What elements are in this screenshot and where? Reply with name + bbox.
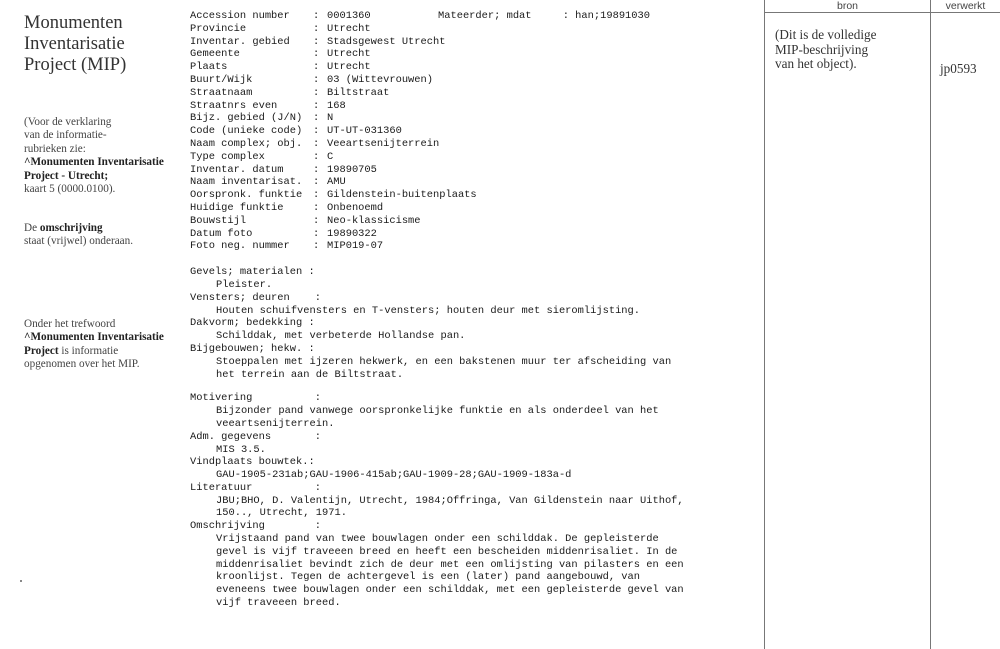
field-value: MIP019-07 [327, 240, 384, 253]
column-header-verwerkt: verwerkt [945, 0, 986, 12]
note-text: is informatie [58, 344, 119, 357]
section-heading: Dakvorm; bedekking : [190, 317, 315, 330]
field-value: Utrecht [327, 48, 371, 61]
field-label: Straatnrs even [190, 99, 278, 112]
section-text: vijf traveeen breed. [216, 597, 341, 610]
field-label: Inventar. gebied [190, 35, 290, 48]
field-separator: : [313, 125, 320, 138]
note-line: van de informatie- [24, 129, 107, 142]
verwerkt-code: jp0593 [940, 61, 977, 76]
field-label: Bouwstijl [190, 214, 247, 227]
field-label: Huidige funktie [190, 201, 284, 214]
field-separator: : [313, 150, 320, 163]
field-label: Gemeente [190, 48, 240, 61]
note-line [24, 331, 182, 344]
field-value: AMU [327, 176, 346, 189]
section-text: kroonlijst. Tegen de achtergevel is een (later) pand aangebouwd, van [216, 571, 641, 584]
note-line [24, 345, 182, 358]
field-row [190, 215, 760, 228]
bron-note [775, 28, 925, 72]
column-divider [930, 0, 931, 649]
field-value: N [327, 112, 334, 125]
field-label: Foto neg. nummer [190, 240, 290, 253]
section-heading: Vensters; deuren : [190, 291, 321, 304]
field-row [190, 164, 760, 177]
source-panel [764, 0, 1000, 649]
field-row [190, 125, 760, 138]
field-value: Gildenstein-buitenplaats [327, 189, 477, 202]
field-separator: : [313, 61, 320, 74]
field-separator: : [313, 163, 320, 176]
note-line [24, 156, 182, 169]
section-text: Schilddak, met verbeterde Hollandse pan. [216, 330, 466, 343]
field-row [190, 176, 760, 189]
field-value: 19890322 [327, 227, 377, 240]
field-label: Oorspronk. funktie [190, 189, 303, 202]
field-separator: : [313, 227, 320, 240]
section-text: het terrein aan de Biltstraat. [216, 368, 404, 381]
field-value: Utrecht [327, 61, 371, 74]
field-row [190, 112, 760, 125]
field-label: Inventar. datum [190, 163, 284, 176]
field-value: Biltstraat [327, 86, 390, 99]
field-separator: : [313, 176, 320, 189]
note-line: opgenomen over het MIP. [24, 358, 140, 371]
note-line: rubrieken zie: [24, 142, 86, 155]
field-label: Straatnaam [190, 86, 253, 99]
note-bold-text: omschrijving [39, 222, 103, 234]
section-text: Houten schuifvensters en T-vensters; houten deur met sieromlijsting. [216, 304, 641, 317]
field-separator: : [313, 99, 320, 112]
section-heading: Gevels; materialen : [190, 266, 315, 279]
explanation-note [24, 116, 182, 196]
section-heading: Adm. gegevens : [190, 430, 321, 443]
header-divider [764, 12, 1000, 13]
field-value: 03 (Wittevrouwen) [327, 73, 434, 86]
sidebar-title-line: Inventarisatie [24, 34, 125, 54]
field-separator: : [313, 201, 320, 214]
field-separator: : [313, 22, 320, 35]
field-label: Naam inventarisat. [190, 176, 303, 189]
note-line: Onder het trefwoord [24, 318, 116, 330]
field-separator: : [313, 35, 320, 48]
sidebar-title [24, 13, 182, 76]
section-text: eveneens twee bouwlagen onder een schilddak, met een gepleisterde gevel van [216, 584, 684, 597]
bron-line: (Dit is de volledige [775, 27, 877, 42]
mip-record [190, 10, 760, 610]
field-label: Code (unieke code) [190, 125, 303, 138]
field-value: 0001360 [327, 10, 371, 22]
scan-speck [20, 580, 22, 582]
section-heading: Motivering : [190, 392, 321, 405]
section-heading: Literatuur : [190, 481, 321, 494]
field-separator: : [313, 214, 320, 227]
field-label: Bijz. gebied (J/N) [190, 112, 303, 125]
field-separator: : [313, 10, 320, 22]
note-bold-text: Project [24, 344, 59, 357]
note-text: De [24, 222, 40, 234]
field-value: Veeartsenijterrein [327, 137, 440, 150]
record-fields [190, 10, 760, 253]
field-separator: : [313, 240, 320, 253]
note-line [24, 170, 182, 183]
section-heading: Vindplaats bouwtek.: [190, 456, 315, 469]
field-label: Naam complex; obj. [190, 137, 303, 150]
column-divider [764, 0, 765, 649]
field-row [190, 151, 760, 164]
note-line: staat (vrijwel) onderaan. [24, 235, 134, 248]
field-value: Onbenoemd [327, 201, 384, 214]
field-label: Plaats [190, 61, 228, 74]
section-text: JBU;BHO, D. Valentijn, Utrecht, 1984;Offringa, Van Gildenstein naar Uithof, [216, 494, 684, 507]
field-label: Provincie [190, 22, 247, 35]
record-block-description [190, 392, 760, 610]
field-separator: : [313, 48, 320, 61]
omschrijving-note [24, 222, 182, 249]
section-text: gevel is vijf traveeen breed en heeft een bescheiden middenrisaliet. In de [216, 545, 678, 558]
trefwoord-note [24, 318, 182, 372]
field-label: Accession number [190, 10, 290, 22]
bron-line: MIP-beschrijving [775, 41, 869, 57]
note-line: (Voor de verklaring [24, 116, 112, 128]
column-header-bron: bron [836, 0, 858, 12]
field-value: Utrecht [327, 22, 371, 35]
field-row [190, 48, 760, 61]
section-text: GAU-1905-231ab;GAU-1906-415ab;GAU-1909-28;GAU-1909-183a-d [216, 469, 572, 482]
section-text: veeartsenijterrein. [216, 417, 335, 430]
field-row [190, 10, 760, 23]
field-row [190, 202, 760, 215]
note-bold-text: ^Monumenten Inventarisatie [24, 331, 164, 344]
field-separator: : [313, 73, 320, 86]
note-bold-text: ^Monumenten Inventarisatie [24, 156, 164, 169]
section-text: MIS 3.5. [216, 443, 266, 456]
field-value: 19890705 [327, 163, 377, 176]
field-label: Datum foto [190, 227, 253, 240]
field-value: 168 [327, 99, 346, 112]
field-value: UT-UT-031360 [327, 125, 402, 138]
note-line: kaart 5 (0000.0100). [24, 183, 116, 196]
bron-line: van het object). [775, 56, 857, 71]
field-row [190, 100, 760, 113]
section-text: middenrisaliet bevindt zich de deur met een omlijsting van pilasters en een [216, 558, 684, 571]
field-separator: : [313, 137, 320, 150]
section-heading: Omschrijving : [190, 520, 321, 533]
note-bold-text: Project - Utrecht; [24, 169, 109, 182]
field-value: C [327, 150, 334, 163]
sidebar-title-line: Monumenten [24, 13, 123, 33]
note-line [24, 222, 182, 235]
sidebar-title-line: Project (MIP) [24, 55, 127, 75]
section-text: Bijzonder pand vanwege oorspronkelijke funktie en als onderdeel van het [216, 405, 659, 418]
field-row [190, 87, 760, 100]
field-separator: : [313, 112, 320, 125]
field-row [190, 36, 760, 49]
field-row [190, 74, 760, 87]
section-text: Stoeppalen met ijzeren hekwerk, en een bakstenen muur ter afscheiding van [216, 355, 672, 368]
record-block-building [190, 266, 760, 381]
field-value: Stadsgewest Utrecht [327, 35, 446, 48]
field-label: Buurt/Wijk [190, 73, 253, 86]
field-row [190, 138, 760, 151]
field-row [190, 228, 760, 241]
field-row [190, 61, 760, 74]
field-separator: : [313, 189, 320, 202]
field-row [190, 189, 760, 202]
field-value: Neo-klassicisme [327, 214, 421, 227]
field-label: Type complex [190, 150, 265, 163]
field-row [190, 240, 760, 253]
field-extra: Mateerder; mdat : han;19891030 [438, 10, 651, 22]
section-text: Pleister. [216, 278, 273, 291]
section-heading: Bijgebouwen; hekw. : [190, 342, 315, 355]
field-row [190, 23, 760, 36]
section-text: 150.., Utrecht, 1971. [216, 507, 347, 520]
field-separator: : [313, 86, 320, 99]
section-text: Vrijstaand pand van twee bouwlagen onder een schilddak. De gepleisterde [216, 533, 659, 546]
